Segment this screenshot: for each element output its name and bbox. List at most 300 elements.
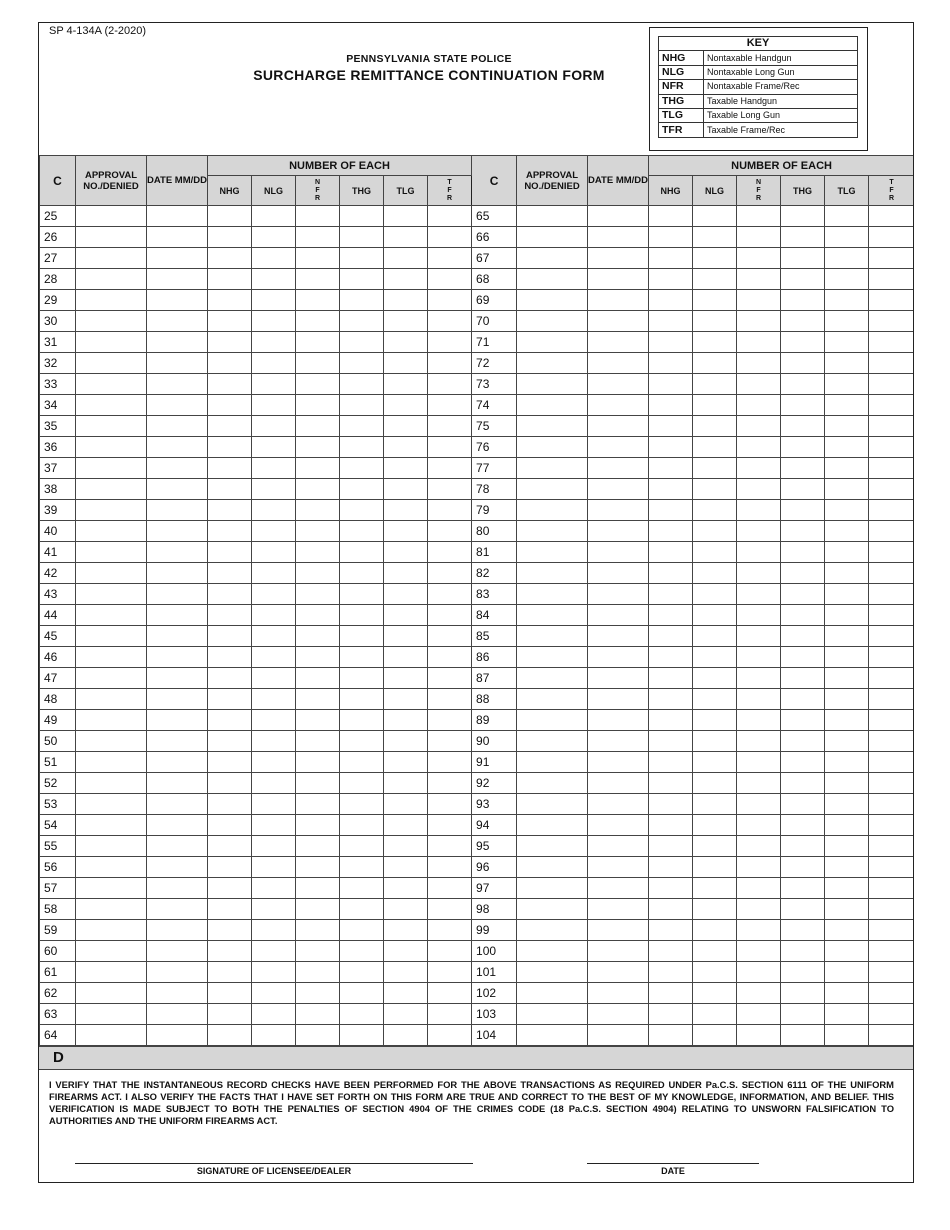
tlg-cell[interactable] [384, 374, 428, 395]
approval-cell[interactable] [517, 773, 588, 794]
tfr-cell[interactable] [869, 374, 914, 395]
nhg-cell[interactable] [208, 479, 252, 500]
thg-cell[interactable] [340, 731, 384, 752]
nhg-cell[interactable] [208, 962, 252, 983]
nhg-cell[interactable] [208, 647, 252, 668]
nlg-cell[interactable] [252, 941, 296, 962]
date-cell[interactable] [588, 878, 649, 899]
tlg-cell[interactable] [384, 290, 428, 311]
nhg-cell[interactable] [649, 500, 693, 521]
nhg-cell[interactable] [208, 458, 252, 479]
thg-cell[interactable] [781, 605, 825, 626]
nhg-cell[interactable] [649, 983, 693, 1004]
nlg-cell[interactable] [252, 416, 296, 437]
tfr-cell[interactable] [869, 710, 914, 731]
tlg-cell[interactable] [384, 878, 428, 899]
tfr-cell[interactable] [428, 584, 472, 605]
approval-cell[interactable] [517, 878, 588, 899]
nhg-cell[interactable] [208, 920, 252, 941]
nlg-cell[interactable] [693, 458, 737, 479]
approval-cell[interactable] [517, 248, 588, 269]
approval-cell[interactable] [76, 962, 147, 983]
nfr-cell[interactable] [737, 857, 781, 878]
tlg-cell[interactable] [825, 668, 869, 689]
nfr-cell[interactable] [296, 836, 340, 857]
thg-cell[interactable] [781, 479, 825, 500]
date-cell[interactable] [147, 815, 208, 836]
nlg-cell[interactable] [252, 584, 296, 605]
nhg-cell[interactable] [208, 731, 252, 752]
nfr-cell[interactable] [737, 248, 781, 269]
approval-cell[interactable] [517, 458, 588, 479]
tfr-cell[interactable] [869, 290, 914, 311]
thg-cell[interactable] [781, 206, 825, 227]
approval-cell[interactable] [517, 836, 588, 857]
nlg-cell[interactable] [693, 815, 737, 836]
nfr-cell[interactable] [296, 563, 340, 584]
tfr-cell[interactable] [428, 836, 472, 857]
tlg-cell[interactable] [825, 962, 869, 983]
approval-cell[interactable] [517, 626, 588, 647]
nhg-cell[interactable] [649, 374, 693, 395]
thg-cell[interactable] [781, 689, 825, 710]
approval-cell[interactable] [517, 794, 588, 815]
thg-cell[interactable] [340, 836, 384, 857]
nlg-cell[interactable] [693, 353, 737, 374]
tfr-cell[interactable] [869, 899, 914, 920]
tfr-cell[interactable] [869, 563, 914, 584]
thg-cell[interactable] [340, 458, 384, 479]
date-cell[interactable] [147, 836, 208, 857]
nhg-cell[interactable] [208, 542, 252, 563]
date-cell[interactable] [588, 563, 649, 584]
tfr-cell[interactable] [428, 437, 472, 458]
nhg-cell[interactable] [649, 899, 693, 920]
nhg-cell[interactable] [649, 647, 693, 668]
thg-cell[interactable] [781, 1004, 825, 1025]
approval-cell[interactable] [76, 689, 147, 710]
nlg-cell[interactable] [693, 290, 737, 311]
nfr-cell[interactable] [296, 269, 340, 290]
thg-cell[interactable] [781, 332, 825, 353]
date-cell[interactable] [147, 500, 208, 521]
nhg-cell[interactable] [649, 773, 693, 794]
date-cell[interactable] [588, 689, 649, 710]
nhg-cell[interactable] [208, 500, 252, 521]
nhg-cell[interactable] [208, 941, 252, 962]
tfr-cell[interactable] [869, 689, 914, 710]
nfr-cell[interactable] [737, 668, 781, 689]
nhg-cell[interactable] [649, 689, 693, 710]
nhg-cell[interactable] [649, 416, 693, 437]
approval-cell[interactable] [76, 332, 147, 353]
tfr-cell[interactable] [428, 227, 472, 248]
tfr-cell[interactable] [428, 269, 472, 290]
nlg-cell[interactable] [252, 815, 296, 836]
tlg-cell[interactable] [825, 542, 869, 563]
tlg-cell[interactable] [384, 647, 428, 668]
tlg-cell[interactable] [825, 647, 869, 668]
tlg-cell[interactable] [825, 899, 869, 920]
tlg-cell[interactable] [825, 584, 869, 605]
tlg-cell[interactable] [384, 1025, 428, 1046]
tfr-cell[interactable] [428, 815, 472, 836]
approval-cell[interactable] [76, 227, 147, 248]
tfr-cell[interactable] [428, 605, 472, 626]
approval-cell[interactable] [76, 920, 147, 941]
nhg-cell[interactable] [208, 1025, 252, 1046]
nlg-cell[interactable] [693, 836, 737, 857]
approval-cell[interactable] [517, 605, 588, 626]
tfr-cell[interactable] [869, 626, 914, 647]
date-cell[interactable] [147, 794, 208, 815]
approval-cell[interactable] [76, 647, 147, 668]
nhg-cell[interactable] [649, 752, 693, 773]
tlg-cell[interactable] [825, 458, 869, 479]
nhg-cell[interactable] [208, 605, 252, 626]
nhg-cell[interactable] [208, 269, 252, 290]
tfr-cell[interactable] [428, 941, 472, 962]
thg-cell[interactable] [781, 311, 825, 332]
nfr-cell[interactable] [737, 353, 781, 374]
nhg-cell[interactable] [208, 227, 252, 248]
nfr-cell[interactable] [296, 773, 340, 794]
nhg-cell[interactable] [208, 710, 252, 731]
nfr-cell[interactable] [296, 899, 340, 920]
nfr-cell[interactable] [296, 584, 340, 605]
thg-cell[interactable] [340, 647, 384, 668]
nlg-cell[interactable] [693, 899, 737, 920]
nfr-cell[interactable] [737, 437, 781, 458]
date-cell[interactable] [588, 437, 649, 458]
nfr-cell[interactable] [296, 878, 340, 899]
approval-cell[interactable] [76, 710, 147, 731]
thg-cell[interactable] [340, 416, 384, 437]
date-cell[interactable] [588, 857, 649, 878]
approval-cell[interactable] [76, 542, 147, 563]
nfr-cell[interactable] [296, 458, 340, 479]
tlg-cell[interactable] [384, 458, 428, 479]
date-cell[interactable] [147, 458, 208, 479]
nhg-cell[interactable] [208, 584, 252, 605]
tfr-cell[interactable] [869, 248, 914, 269]
date-cell[interactable] [147, 962, 208, 983]
tlg-cell[interactable] [825, 857, 869, 878]
thg-cell[interactable] [340, 983, 384, 1004]
tfr-cell[interactable] [428, 773, 472, 794]
tfr-cell[interactable] [869, 1025, 914, 1046]
nlg-cell[interactable] [252, 542, 296, 563]
tlg-cell[interactable] [825, 437, 869, 458]
nfr-cell[interactable] [737, 563, 781, 584]
nlg-cell[interactable] [693, 563, 737, 584]
nfr-cell[interactable] [296, 416, 340, 437]
approval-cell[interactable] [517, 962, 588, 983]
nfr-cell[interactable] [296, 962, 340, 983]
nlg-cell[interactable] [693, 479, 737, 500]
tlg-cell[interactable] [384, 395, 428, 416]
nlg-cell[interactable] [252, 857, 296, 878]
approval-cell[interactable] [76, 794, 147, 815]
thg-cell[interactable] [340, 353, 384, 374]
tfr-cell[interactable] [869, 353, 914, 374]
tlg-cell[interactable] [825, 269, 869, 290]
thg-cell[interactable] [340, 311, 384, 332]
approval-cell[interactable] [76, 311, 147, 332]
nfr-cell[interactable] [296, 668, 340, 689]
date-cell[interactable] [588, 626, 649, 647]
tlg-cell[interactable] [384, 920, 428, 941]
approval-cell[interactable] [76, 1004, 147, 1025]
date-cell[interactable] [147, 248, 208, 269]
nlg-cell[interactable] [252, 752, 296, 773]
tfr-cell[interactable] [869, 437, 914, 458]
date-cell[interactable] [147, 290, 208, 311]
tfr-cell[interactable] [428, 479, 472, 500]
tfr-cell[interactable] [428, 731, 472, 752]
thg-cell[interactable] [781, 416, 825, 437]
nhg-cell[interactable] [208, 668, 252, 689]
date-cell[interactable] [147, 752, 208, 773]
nfr-cell[interactable] [296, 332, 340, 353]
date-cell[interactable] [147, 773, 208, 794]
date-cell[interactable] [588, 668, 649, 689]
thg-cell[interactable] [781, 1025, 825, 1046]
approval-cell[interactable] [76, 437, 147, 458]
date-cell[interactable] [588, 836, 649, 857]
nlg-cell[interactable] [252, 563, 296, 584]
approval-cell[interactable] [517, 941, 588, 962]
date-cell[interactable] [588, 710, 649, 731]
nfr-cell[interactable] [296, 752, 340, 773]
nfr-cell[interactable] [296, 815, 340, 836]
nfr-cell[interactable] [737, 899, 781, 920]
date-cell[interactable] [147, 227, 208, 248]
nhg-cell[interactable] [649, 353, 693, 374]
nlg-cell[interactable] [252, 437, 296, 458]
date-cell[interactable] [588, 815, 649, 836]
thg-cell[interactable] [340, 752, 384, 773]
nlg-cell[interactable] [252, 290, 296, 311]
thg-cell[interactable] [340, 605, 384, 626]
tlg-cell[interactable] [825, 332, 869, 353]
nfr-cell[interactable] [737, 710, 781, 731]
date-cell[interactable] [147, 311, 208, 332]
thg-cell[interactable] [340, 626, 384, 647]
date-cell[interactable] [588, 374, 649, 395]
thg-cell[interactable] [781, 437, 825, 458]
tfr-cell[interactable] [428, 353, 472, 374]
tfr-cell[interactable] [428, 878, 472, 899]
tfr-cell[interactable] [869, 269, 914, 290]
approval-cell[interactable] [517, 206, 588, 227]
nfr-cell[interactable] [737, 878, 781, 899]
thg-cell[interactable] [340, 689, 384, 710]
nlg-cell[interactable] [693, 521, 737, 542]
nfr-cell[interactable] [737, 311, 781, 332]
approval-cell[interactable] [517, 584, 588, 605]
nhg-cell[interactable] [208, 878, 252, 899]
approval-cell[interactable] [76, 626, 147, 647]
tlg-cell[interactable] [825, 248, 869, 269]
date-cell[interactable] [147, 563, 208, 584]
nlg-cell[interactable] [252, 458, 296, 479]
date-cell[interactable] [147, 920, 208, 941]
nlg-cell[interactable] [252, 500, 296, 521]
tlg-cell[interactable] [825, 983, 869, 1004]
tlg-cell[interactable] [825, 563, 869, 584]
thg-cell[interactable] [781, 458, 825, 479]
nfr-cell[interactable] [737, 395, 781, 416]
date-cell[interactable] [147, 395, 208, 416]
thg-cell[interactable] [340, 1004, 384, 1025]
tlg-cell[interactable] [384, 857, 428, 878]
approval-cell[interactable] [76, 395, 147, 416]
date-cell[interactable] [147, 353, 208, 374]
date-cell[interactable] [147, 668, 208, 689]
date-cell[interactable] [147, 332, 208, 353]
approval-cell[interactable] [517, 752, 588, 773]
nhg-cell[interactable] [208, 206, 252, 227]
tfr-cell[interactable] [869, 731, 914, 752]
date-cell[interactable] [588, 1025, 649, 1046]
nlg-cell[interactable] [252, 227, 296, 248]
nhg-cell[interactable] [208, 857, 252, 878]
approval-cell[interactable] [517, 668, 588, 689]
date-cell[interactable] [147, 521, 208, 542]
nlg-cell[interactable] [693, 605, 737, 626]
date-cell[interactable] [147, 710, 208, 731]
date-cell[interactable] [588, 416, 649, 437]
approval-cell[interactable] [517, 395, 588, 416]
nhg-cell[interactable] [649, 269, 693, 290]
nlg-cell[interactable] [693, 689, 737, 710]
thg-cell[interactable] [340, 962, 384, 983]
date-cell[interactable] [147, 605, 208, 626]
approval-cell[interactable] [76, 563, 147, 584]
date-cell[interactable] [588, 1004, 649, 1025]
tfr-cell[interactable] [869, 920, 914, 941]
tlg-cell[interactable] [384, 227, 428, 248]
approval-cell[interactable] [517, 815, 588, 836]
nlg-cell[interactable] [252, 794, 296, 815]
nlg-cell[interactable] [693, 248, 737, 269]
tfr-cell[interactable] [428, 752, 472, 773]
nfr-cell[interactable] [296, 731, 340, 752]
nlg-cell[interactable] [252, 920, 296, 941]
thg-cell[interactable] [781, 647, 825, 668]
nfr-cell[interactable] [296, 479, 340, 500]
nlg-cell[interactable] [252, 773, 296, 794]
nlg-cell[interactable] [693, 374, 737, 395]
nhg-cell[interactable] [649, 857, 693, 878]
nhg-cell[interactable] [208, 626, 252, 647]
nlg-cell[interactable] [693, 500, 737, 521]
nfr-cell[interactable] [737, 416, 781, 437]
date-cell[interactable] [147, 857, 208, 878]
nhg-cell[interactable] [208, 563, 252, 584]
nhg-cell[interactable] [208, 1004, 252, 1025]
date-cell[interactable] [147, 941, 208, 962]
nhg-cell[interactable] [208, 353, 252, 374]
tlg-cell[interactable] [825, 1004, 869, 1025]
nlg-cell[interactable] [693, 647, 737, 668]
nlg-cell[interactable] [252, 206, 296, 227]
nfr-cell[interactable] [296, 605, 340, 626]
tfr-cell[interactable] [428, 416, 472, 437]
date-cell[interactable] [588, 584, 649, 605]
tlg-cell[interactable] [825, 500, 869, 521]
nfr-cell[interactable] [737, 983, 781, 1004]
tfr-cell[interactable] [428, 899, 472, 920]
tlg-cell[interactable] [384, 1004, 428, 1025]
approval-cell[interactable] [76, 752, 147, 773]
tlg-cell[interactable] [384, 248, 428, 269]
thg-cell[interactable] [340, 290, 384, 311]
nlg-cell[interactable] [252, 248, 296, 269]
nfr-cell[interactable] [737, 206, 781, 227]
nfr-cell[interactable] [737, 773, 781, 794]
approval-cell[interactable] [517, 227, 588, 248]
nlg-cell[interactable] [693, 773, 737, 794]
nlg-cell[interactable] [693, 1025, 737, 1046]
nhg-cell[interactable] [649, 311, 693, 332]
thg-cell[interactable] [340, 794, 384, 815]
nhg-cell[interactable] [649, 248, 693, 269]
date-cell[interactable] [588, 227, 649, 248]
nlg-cell[interactable] [693, 752, 737, 773]
nlg-cell[interactable] [252, 479, 296, 500]
tfr-cell[interactable] [869, 521, 914, 542]
nlg-cell[interactable] [693, 962, 737, 983]
thg-cell[interactable] [340, 584, 384, 605]
nlg-cell[interactable] [252, 983, 296, 1004]
nlg-cell[interactable] [693, 710, 737, 731]
approval-cell[interactable] [76, 941, 147, 962]
nhg-cell[interactable] [649, 206, 693, 227]
nlg-cell[interactable] [252, 269, 296, 290]
thg-cell[interactable] [781, 710, 825, 731]
nhg-cell[interactable] [208, 752, 252, 773]
date-cell[interactable] [588, 647, 649, 668]
date-cell[interactable] [147, 269, 208, 290]
approval-cell[interactable] [76, 899, 147, 920]
tlg-cell[interactable] [384, 416, 428, 437]
thg-cell[interactable] [781, 626, 825, 647]
nhg-cell[interactable] [208, 983, 252, 1004]
nhg-cell[interactable] [208, 773, 252, 794]
approval-cell[interactable] [76, 290, 147, 311]
nhg-cell[interactable] [649, 1025, 693, 1046]
tlg-cell[interactable] [825, 374, 869, 395]
nfr-cell[interactable] [296, 1025, 340, 1046]
thg-cell[interactable] [781, 920, 825, 941]
nfr-cell[interactable] [296, 794, 340, 815]
tlg-cell[interactable] [384, 311, 428, 332]
date-cell[interactable] [588, 962, 649, 983]
nhg-cell[interactable] [649, 1004, 693, 1025]
tlg-cell[interactable] [825, 752, 869, 773]
tfr-cell[interactable] [869, 878, 914, 899]
nlg-cell[interactable] [693, 941, 737, 962]
date-cell[interactable] [588, 605, 649, 626]
nfr-cell[interactable] [737, 479, 781, 500]
tlg-cell[interactable] [384, 584, 428, 605]
date-cell[interactable] [588, 899, 649, 920]
approval-cell[interactable] [517, 374, 588, 395]
tfr-cell[interactable] [869, 584, 914, 605]
nfr-cell[interactable] [296, 1004, 340, 1025]
